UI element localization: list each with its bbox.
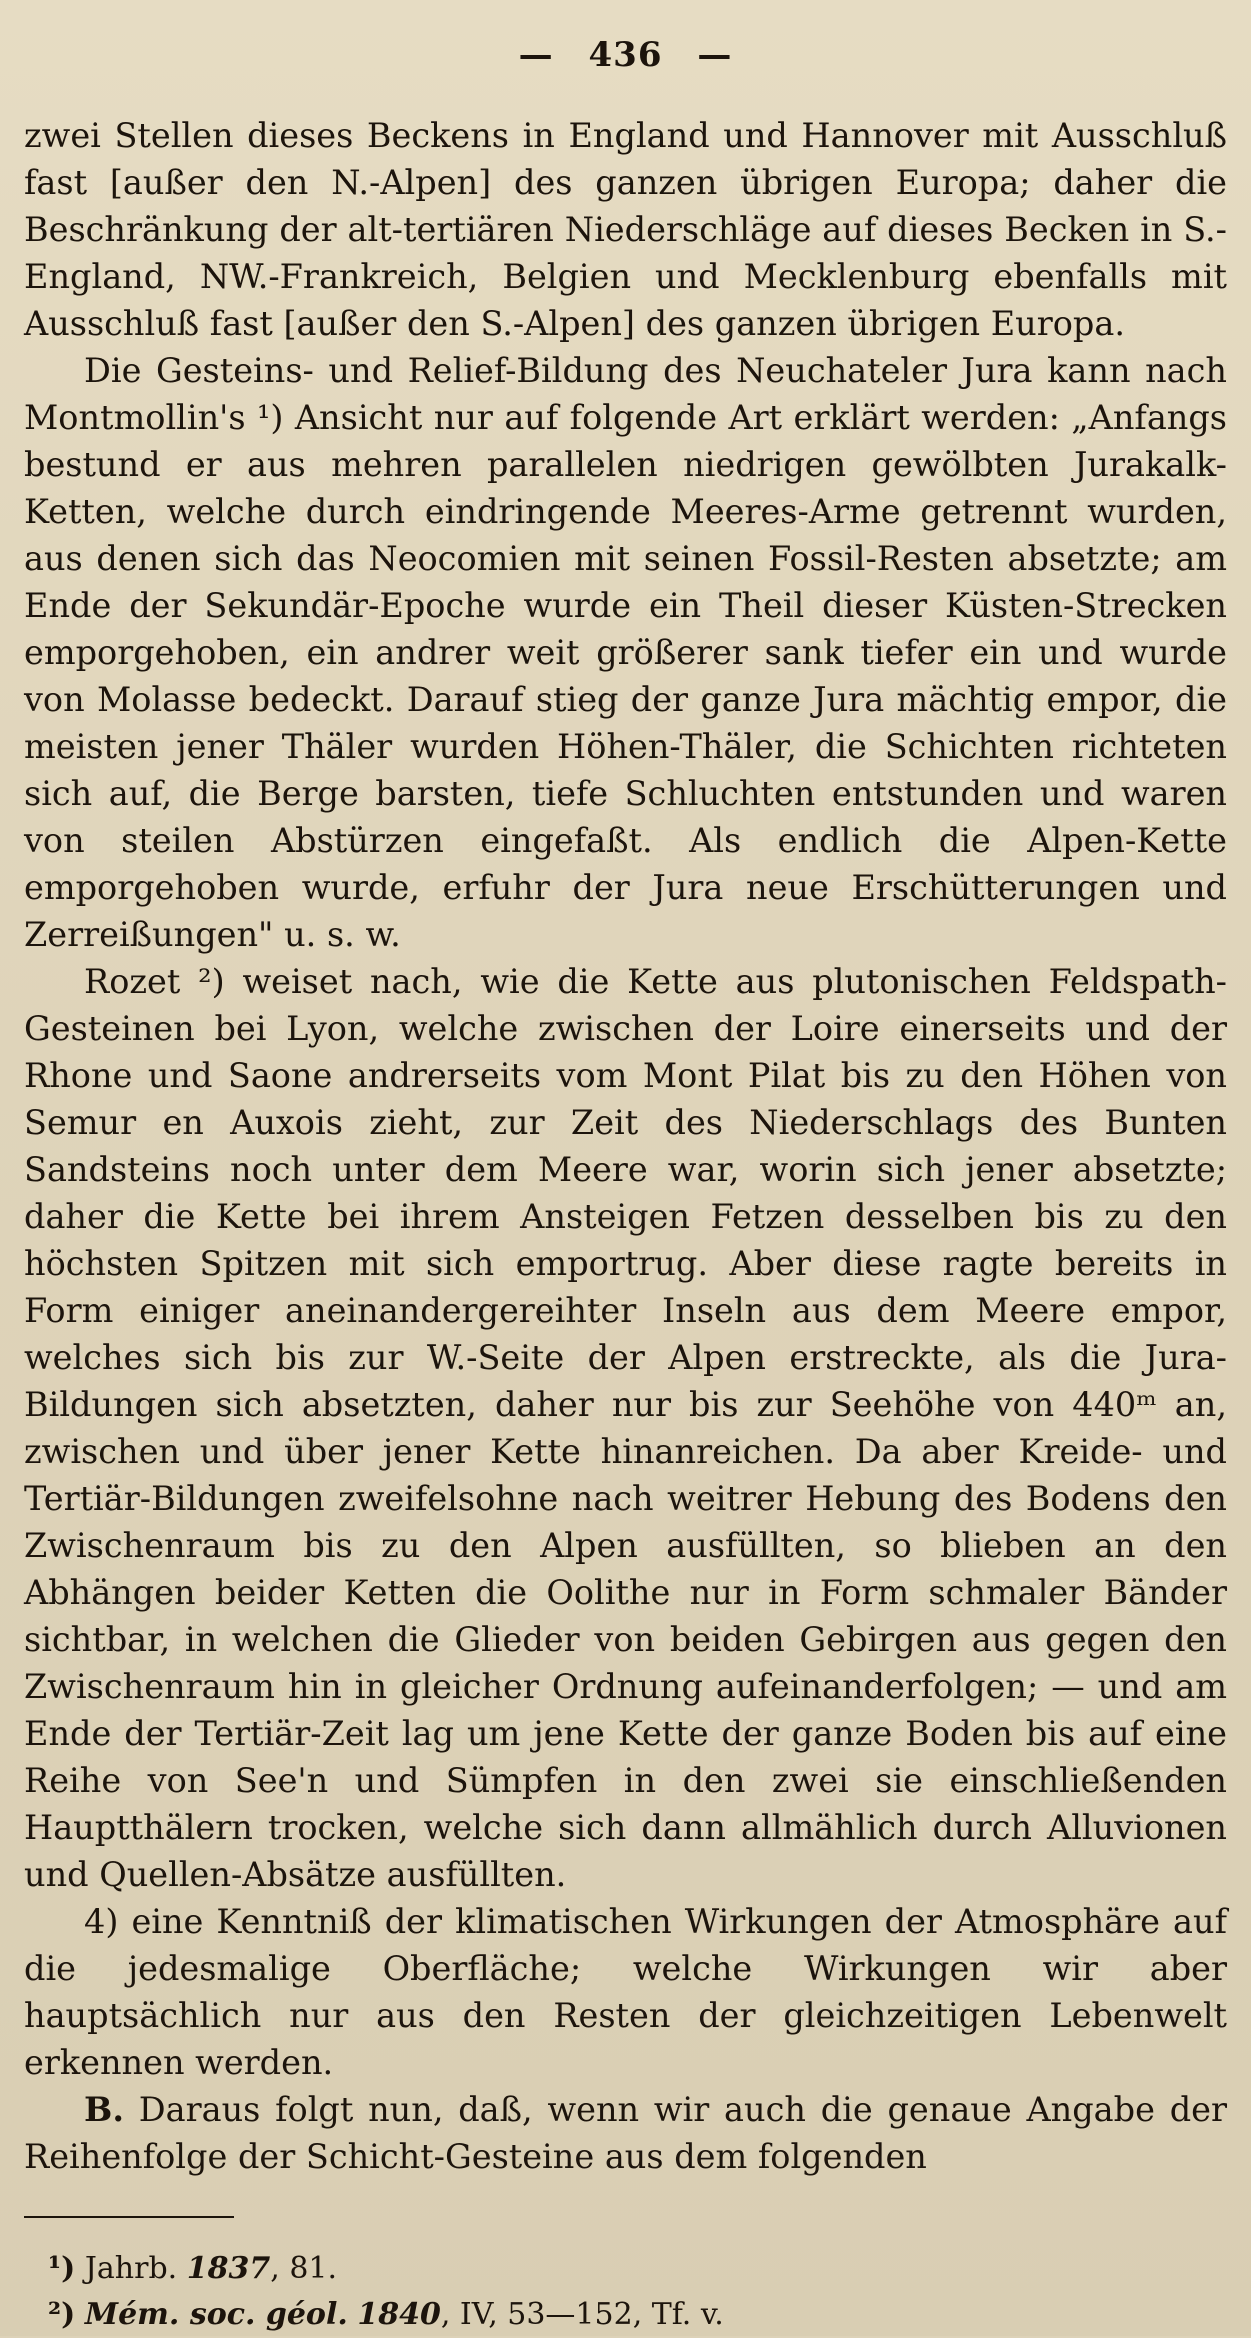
paragraph-continuation: zwei Stellen dieses Beckens in England und Hannover mit Ausschluß fast [außer den N.-Alpen] des ganzen übrigen Europa; daher die Beschränkung der alt-tertiären Niederschläge auf dieses Becken in S.-England, NW.-Frankreich, Belgien und Mecklenburg ebenfalls mit Ausschluß fast [außer den S.-Alpen] des ganzen übrigen Europa.: [24, 116, 1227, 343]
header-dash-right: —: [697, 35, 733, 75]
header-dash-left: —: [518, 35, 554, 75]
paragraph-rozet: Rozet ²) weiset nach, wie die Kette aus plutonischen Feldspath-Gesteinen bei Lyon, welche zwischen der Loire einerseits und der Rhone und Saone andrerseits vom Mont Pilat bis zu den Höhen von Semur en Auxois zieht, zur Zeit des Niederschlags des Bunten Sandsteins noch unter dem Meere war, worin sich jener absetzte; daher die Kette bei ihrem Ansteigen Fetzen desselben bis zu den höchsten Spitzen mit sich emportrug. Aber diese ragte bereits in Form einiger aneinandergereihter Inseln aus dem Meere empor, welches sich bis zur W.-Seite der Alpen erstreckte, als die Jura-Bildungen sich absetzten, daher nur bis zur Seehöhe von 440ᵐ an, zwischen und über jener Kette hinanreichen. Da aber Kreide- und Tertiär-Bildungen zweifelsohne nach weitrer Hebung des Bodens den Zwischenraum bis zu den Alpen ausfüllten, so blieben an den Abhängen beider Ketten die Oolithe nur in Form schmaler Bänder sichtbar, in welchen die Glieder von beiden Gebirgen aus gegen den Zwischenraum hin in gleicher Ordnung aufeinanderfolgen; — und am Ende der Tertiär-Zeit lag um jene Kette der ganze Boden bis auf eine Reihe von See'n und Sümpfen in den zwei sie einschließenden Hauptthälern trocken, welche sich dann allmählich durch Alluvionen und Quellen-Absätze ausfüllten.: [24, 962, 1227, 1894]
page-number: 436: [588, 35, 663, 75]
footnote-1-source: Jahrb.: [84, 2251, 178, 2286]
section-b-label: B.: [84, 2090, 124, 2129]
footnote-2-mark: ²): [48, 2297, 76, 2332]
body-text: [24, 112, 1227, 2180]
footnote-1: [48, 2246, 1227, 2292]
footnote-2-source: Mém. soc. géol.: [84, 2297, 348, 2332]
footnote-1-year: 1837: [186, 2251, 271, 2286]
page-header: [24, 34, 1227, 76]
footnote-2-year: 1840: [357, 2297, 441, 2332]
paragraph-neuchatel-jura: Die Gesteins- und Relief-Bildung des Neuchateler Jura kann nach Montmollin's ¹) Ansicht nur auf folgende Art erklärt werden: „Anfangs bestund er aus mehren parallelen niedrigen gewölbten Jurakalk-Ketten, welche durch eindringende Meeres-Arme getrennt wurden, aus denen sich das Neocomien mit seinen Fossil-Resten absetzte; am Ende der Sekundär-Epoche wurde ein Theil dieser Küsten-Strecken emporgehoben, ein andrer weit größerer sank tiefer ein und wurde von Molasse bedeckt. Darauf stieg der ganze Jura mächtig empor, die meisten jener Thäler wurden Höhen-Thäler, die Schichten richteten sich auf, die Berge barsten, tiefe Schluchten entstunden und waren von steilen Abstürzen eingefaßt. Als endlich die Alpen-Kette emporgehoben wurde, erfuhr der Jura neue Erschütterungen und Zerreißungen" u. s. w.: [24, 351, 1227, 954]
section-b-text: Daraus folgt nun, daß, wenn wir auch die genaue Angabe der Reihenfolge der Schicht-Gesteine aus dem folgenden: [24, 2090, 1227, 2176]
paragraph-point-4: 4) eine Kenntniß der klimatischen Wirkungen der Atmosphäre auf die jedesmalige Oberfläche; welche Wirkungen wir aber hauptsächlich nur aus den Resten der gleichzeitigen Lebenwelt erkennen werden.: [24, 1902, 1227, 2082]
footnotes: [24, 2246, 1227, 2338]
footnote-divider: [24, 2216, 234, 2218]
footnote-1-mark: ¹): [48, 2251, 76, 2286]
footnote-2-rest: , IV, 53—152, Tf. v.: [440, 2297, 724, 2332]
footnote-2: [48, 2292, 1227, 2338]
paragraph-section-b: [24, 2086, 1227, 2180]
footnote-1-rest: , 81.: [270, 2251, 338, 2286]
